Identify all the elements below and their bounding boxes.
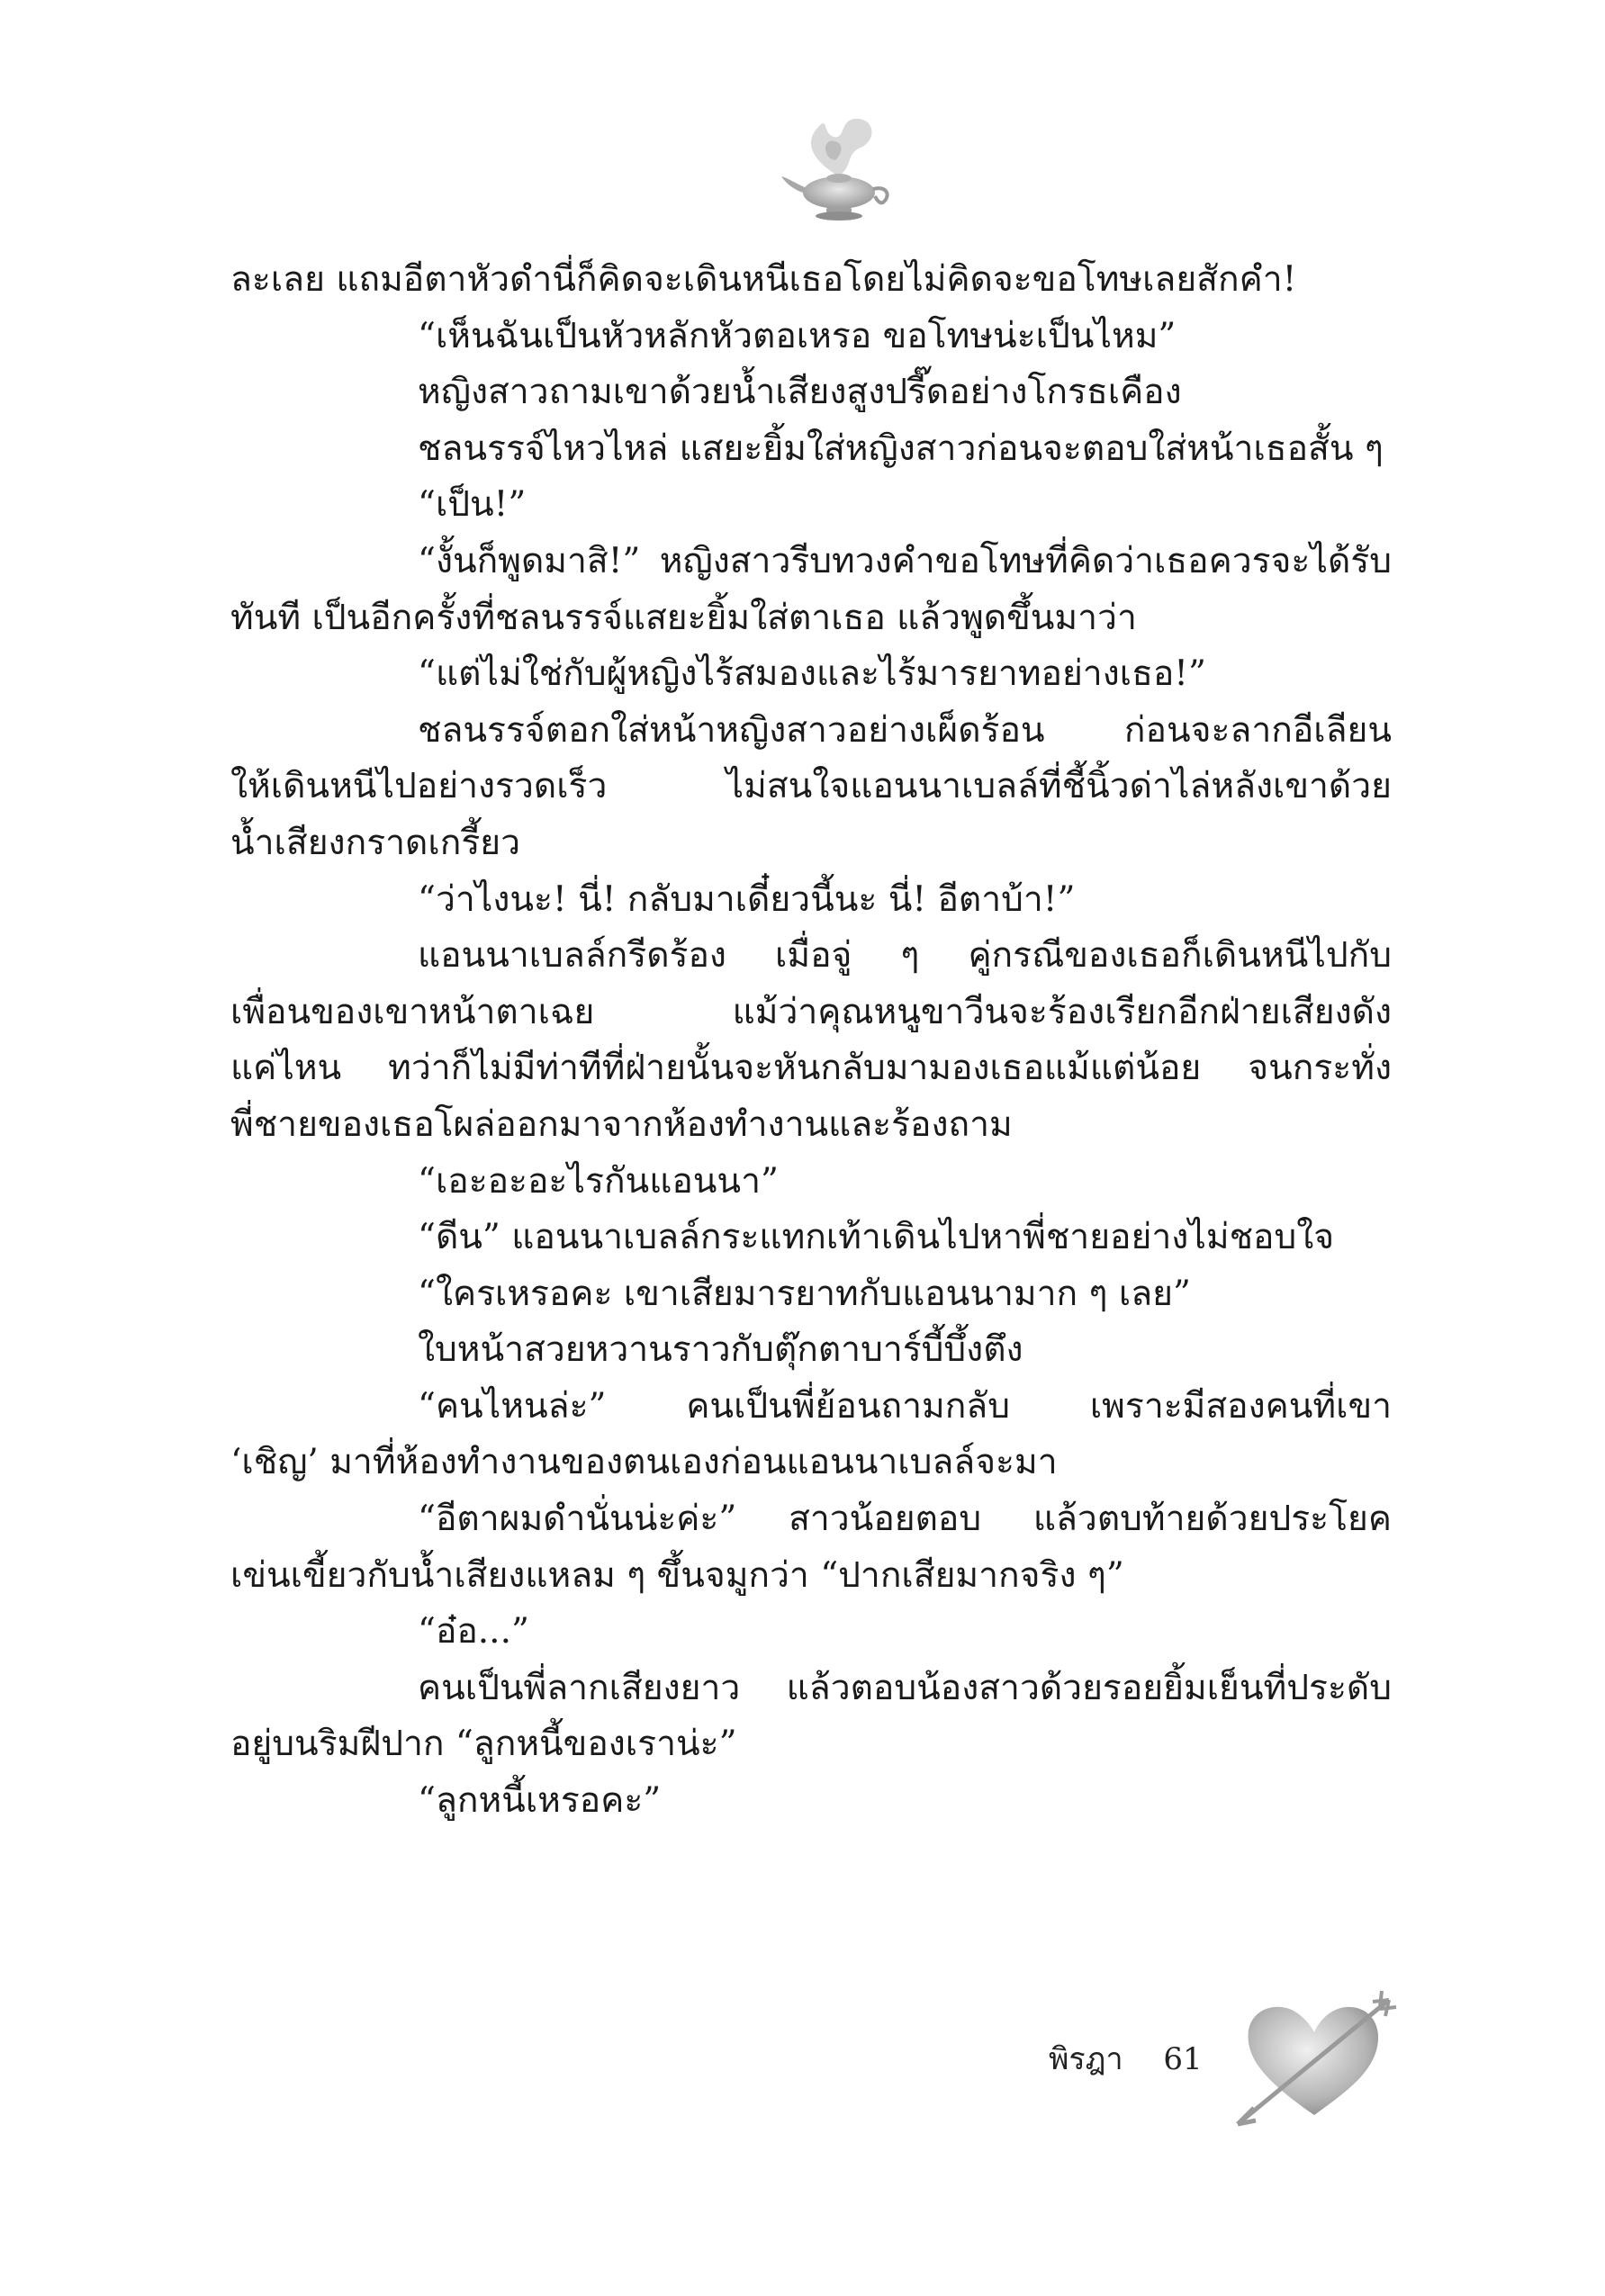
text-line: ใบหน้าสวยหวานราวกับตุ๊กตาบาร์บี้บึ้งตึง: [418, 1329, 1023, 1371]
text-line: “งั้นก็พูดมาสิ!” หญิงสาวรีบทวงคำขอโทษที่คิดว่าเธอควรจะได้รับ: [418, 540, 1392, 581]
genie-lamp-icon: [776, 106, 902, 232]
text-line: “ดีน” แอนนาเบลล์กระแทกเท้าเดินไปหาพี่ชายอย่างไม่ชอบใจ: [418, 1217, 1335, 1258]
text-line: “อีตาผมดำนั่นน่ะค่ะ” สาวน้อยตอบ แล้วตบท้ายด้วยประโยค: [418, 1499, 1392, 1540]
page-number: 61: [1163, 2041, 1203, 2077]
text-line: ชลนรรจ์ตอกใส่หน้าหญิงสาวอย่างเผ็ดร้อน ก่อนจะลากอีเลียน: [418, 709, 1392, 751]
author-name: พิรฎา: [1049, 2041, 1123, 2077]
text-line: แค่ไหน ทว่าก็ไม่มีท่าทีที่ฝ่ายนั้นจะหันกลับมามองเธอแม้แต่น้อย จนกระทั่ง: [230, 1048, 1392, 1089]
heart-arrow-icon: [1229, 1980, 1400, 2133]
text-line: อยู่บนริมฝีปาก “ลูกหนี้ของเราน่ะ”: [230, 1724, 737, 1765]
text-line: ‘เชิญ’ มาที่ห้องทำงานของตนเองก่อนแอนนาเบลล์จะมา: [230, 1442, 1058, 1483]
text-line: ให้เดินหนีไปอย่างรวดเร็ว ไม่สนใจแอนนาเบลล์ที่ชี้นิ้วด่าไล่หลังเขาด้วย: [230, 766, 1392, 807]
text-line: “เป็น!”: [418, 484, 527, 526]
text-line: ละเลย แถมอีตาหัวดำนี่ก็คิดจะเดินหนีเธอโดยไม่คิดจะขอโทษเลยสักคำ!: [230, 259, 1297, 300]
text-line: เพื่อนของเขาหน้าตาเฉย แม้ว่าคุณหนูขาวีนจะร้องเรียกอีกฝ่ายเสียงดัง: [230, 991, 1392, 1032]
text-line: “ใครเหรอคะ เขาเสียมารยาทกับแอนนามาก ๆ เลย”: [418, 1273, 1191, 1314]
text-line: “อ๋อ...”: [418, 1611, 529, 1652]
text-line: น้ำเสียงกราดเกรี้ยว: [230, 822, 521, 863]
text-line: “เห็นฉันเป็นหัวหลักหัวตอเหรอ ขอโทษน่ะเป็นไหม”: [418, 315, 1177, 356]
text-line: ชลนรรจ์ไหวไหล่ แสยะยิ้มใส่หญิงสาวก่อนจะตอบใส่หน้าเธอสั้น ๆ: [418, 428, 1384, 469]
page-footer: [1049, 2034, 1203, 2083]
text-line: “ลูกหนี้เหรอคะ”: [418, 1780, 662, 1822]
text-line: “แต่ไม่ใช่กับผู้หญิงไร้สมองและไร้มารยาทอย่างเธอ!”: [418, 653, 1206, 695]
text-line: พี่ชายของเธอโผล่ออกมาจากห้องทำงานและร้องถาม: [230, 1103, 1013, 1145]
text-line: คนเป็นพี่ลากเสียงยาว แล้วตอบน้องสาวด้วยรอยยิ้มเย็นที่ประดับ: [418, 1667, 1392, 1708]
text-line: หญิงสาวถามเขาด้วยน้ำเสียงสูงปรี๊ดอย่างโกรธเคือง: [418, 372, 1182, 413]
text-line: ทันที เป็นอีกครั้งที่ชลนรรจ์แสยะยิ้มใส่ตาเธอ แล้วพูดขึ้นมาว่า: [230, 597, 1137, 638]
text-line: “ว่าไงนะ! นี่! กลับมาเดี๋ยวนี้นะ นี่! อีตาบ้า!”: [418, 878, 1076, 920]
text-line: เข่นเขี้ยวกับน้ำเสียงแหลม ๆ ขึ้นจมูกว่า “ปากเสียมากจริง ๆ”: [230, 1554, 1124, 1596]
body-text: [230, 252, 1392, 1830]
text-line: “เอะอะอะไรกันแอนนา”: [418, 1160, 779, 1202]
text-line: “คนไหนล่ะ” คนเป็นพี่ย้อนถามกลับ เพราะมีสองคนที่เขา: [418, 1385, 1392, 1427]
text-line: แอนนาเบลล์กรีดร้อง เมื่อจู่ ๆ คู่กรณีของเธอก็เดินหนีไปกับ: [418, 935, 1392, 977]
